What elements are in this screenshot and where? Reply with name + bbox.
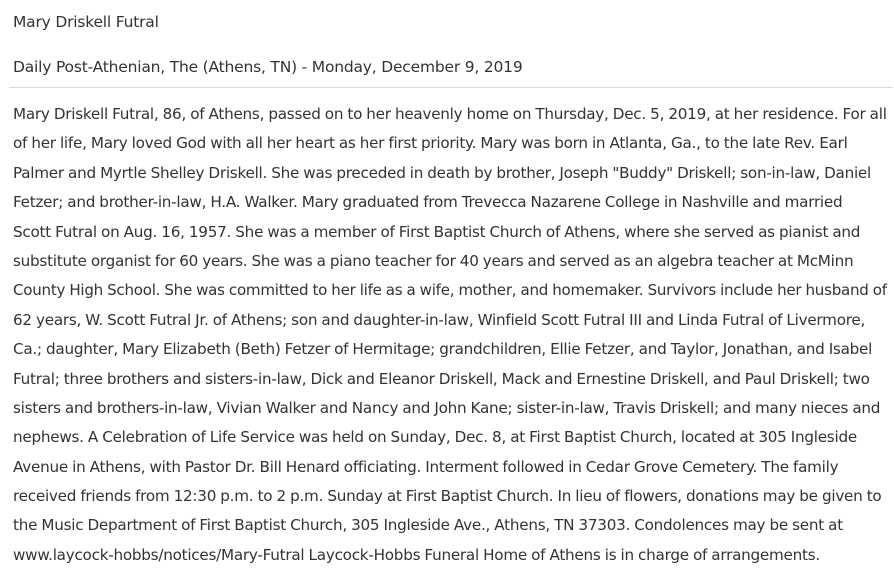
body-line: received friends from 12:30 p.m. to 2 p.m. Sunday at First Baptist Church. In lieu of flowers, donations may be given to (13, 487, 882, 506)
obituary-body (13, 100, 887, 570)
body-line: the Music Department of First Baptist Church, 305 Ingleside Ave., Athens, TN 37303. Condolences may be sent at (13, 516, 843, 535)
body-line: Palmer and Myrtle Shelley Driskell. She was preceded in death by brother, Joseph "Buddy" Driskell; son-in-law, Daniel (13, 163, 871, 182)
body-line: 62 years, W. Scott Futral Jr. of Athens; son and daughter-in-law, Winfield Scott Futral III and Linda Futral of Livermore, (13, 310, 866, 329)
publication-source-line: Daily Post-Athenian, The (Athens, TN) - Monday, December 9, 2019 (13, 58, 523, 76)
body-line: of her life, Mary loved God with all her heart as her first priority. Mary was born in Atlanta, Ga., to the late Rev. Earl (13, 134, 848, 153)
body-line: www.laycock-hobbs/notices/Mary-Futral Laycock-Hobbs Funeral Home of Athens is in charge of arrangements. (13, 545, 820, 564)
body-line: Avenue in Athens, with Pastor Dr. Bill Henard officiating. Interment followed in Cedar Grove Cemetery. The family (13, 457, 839, 476)
body-line: Mary Driskell Futral, 86, of Athens, passed on to her heavenly home on Thursday, Dec. 5, 2019, at her residence. For all (13, 105, 887, 123)
body-line: nephews. A Celebration of Life Service was held on Sunday, Dec. 8, at First Baptist Church, located at 305 Ingleside (13, 428, 857, 447)
body-line: County High School. She was committed to her life as a wife, mother, and homemaker. Survivors include her husband of (13, 281, 887, 300)
body-line: Ca.; daughter, Mary Elizabeth (Beth) Fetzer of Hermitage; grandchildren, Ellie Fetzer, and Taylor, Jonathan, and Isabel (13, 340, 873, 359)
body-line: Fetzer; and brother-in-law, H.A. Walker. Mary graduated from Trevecca Nazarene College in Nashville and married (13, 193, 843, 212)
body-line: substitute organist for 60 years. She was a piano teacher for 40 years and served as an algebra teacher at McMinn (13, 251, 854, 270)
body-line: sisters and brothers-in-law, Vivian Walker and Nancy and John Kane; sister-in-law, Travis Driskell; and many nieces and (13, 398, 881, 417)
obituary-name: Mary Driskell Futral (13, 13, 159, 31)
body-line: Futral; three brothers and sisters-in-law, Dick and Eleanor Driskell, Mack and Ernestine Driskell, and Paul Driskell; two (13, 369, 870, 388)
body-line: Scott Futral on Aug. 16, 1957. She was a member of First Baptist Church of Athens, where she served as pianist and (13, 222, 861, 241)
header-divider (9, 87, 892, 88)
